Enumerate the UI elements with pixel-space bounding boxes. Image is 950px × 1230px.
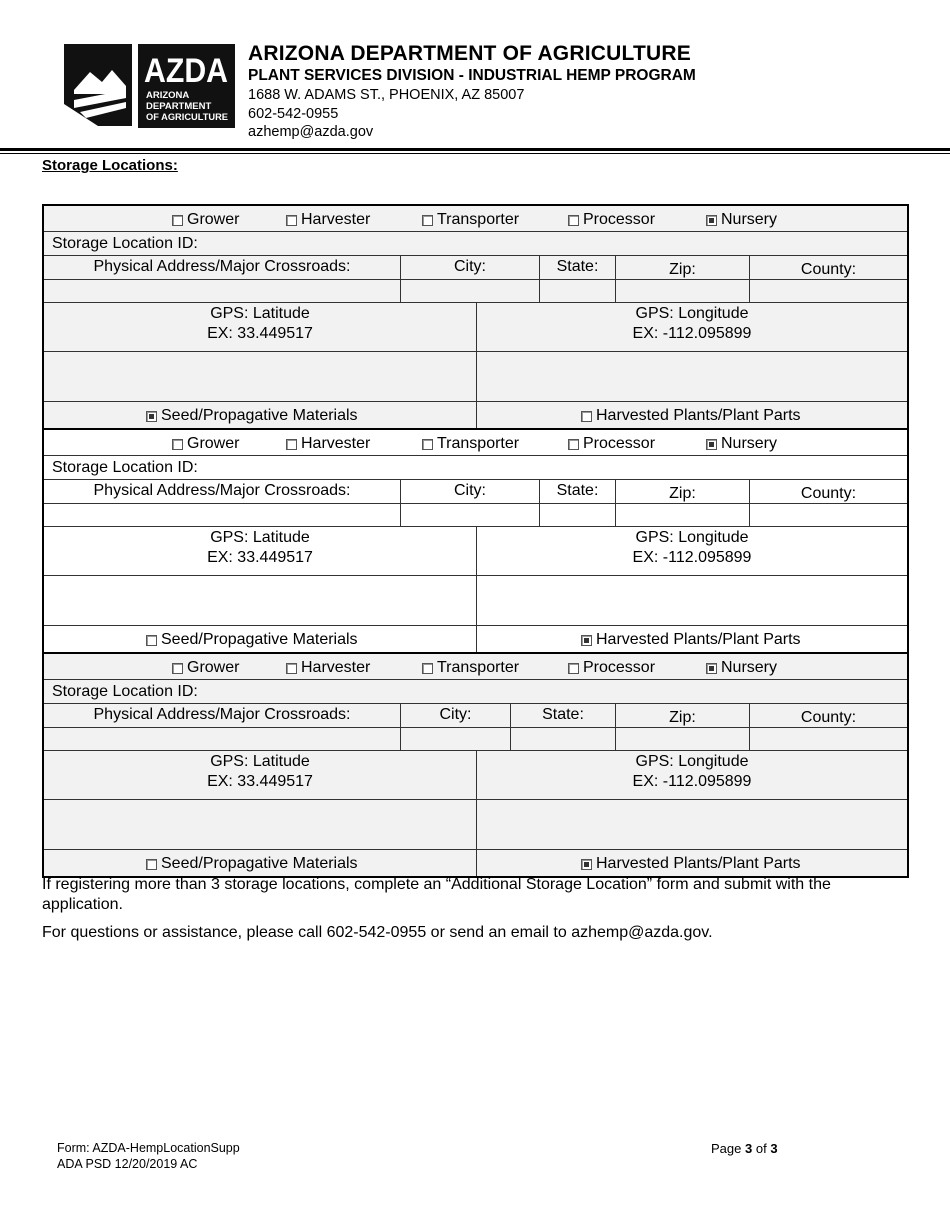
gps-longitude-input[interactable] [476,576,907,625]
section-title: Storage Locations: [42,157,178,174]
address-input-row [44,280,907,303]
zip-input[interactable] [615,728,749,750]
city-input[interactable] [400,280,539,302]
address-header-row [44,256,907,280]
grower-label: Grower [187,659,240,676]
address-label: Physical Address/Major Crossroads: [93,258,351,275]
logo-subtext-3: OF AGRICULTURE [146,112,228,123]
harvester-checkbox[interactable] [286,215,297,226]
org-subtitle: PLANT SERVICES DIVISION - INDUSTRIAL HEMP PROGRAM [248,67,696,84]
seed-propagative-label: Seed/Propagative Materials [161,631,358,648]
page-total: 3 [770,1141,778,1156]
storage-id-row[interactable] [44,456,907,480]
address-label: Physical Address/Major Crossroads: [93,482,351,499]
county-label: County: [800,261,857,278]
nursery-checkbox[interactable] [706,663,717,674]
city-label: City: [439,706,472,723]
transporter-checkbox[interactable] [422,439,433,450]
storage-location-block [44,206,907,428]
page-number [711,1141,778,1156]
grower-label: Grower [187,435,240,452]
transporter-label: Transporter [437,435,520,452]
zip-label: Zip: [669,485,696,502]
org-header [248,42,696,142]
city-input[interactable] [400,728,510,750]
harvester-label: Harvester [301,659,371,676]
page-current: 3 [745,1141,753,1156]
page-of: of [755,1141,767,1156]
city-input[interactable] [400,504,539,526]
seed-propagative-label: Seed/Propagative Materials [161,855,358,872]
gps-longitude-example: EX: -112.095899 [632,549,752,566]
harvested-plants-checkbox[interactable] [581,635,592,646]
storage-location-block [44,428,907,652]
gps-longitude-example: EX: -112.095899 [632,773,752,790]
material-type-row [44,626,907,652]
county-label: County: [800,485,857,502]
org-phone: 602-542-0955 [248,105,339,122]
state-input[interactable] [539,280,615,302]
gps-longitude-input[interactable] [476,800,907,849]
gps-longitude-label: GPS: Longitude [635,305,749,322]
city-label: City: [454,482,486,499]
page-prefix: Page [711,1141,742,1156]
zip-input[interactable] [615,280,749,302]
address-input-row [44,504,907,527]
address-input[interactable] [44,280,400,302]
grower-label: Grower [187,211,240,228]
seed-propagative-checkbox[interactable] [146,859,157,870]
nursery-label: Nursery [721,211,778,228]
storage-id-label: Storage Location ID: [52,459,198,476]
gps-latitude-input[interactable] [44,576,476,625]
county-input[interactable] [749,504,907,526]
header-divider [0,148,950,151]
harvested-plants-label: Harvested Plants/Plant Parts [596,631,801,648]
harvested-plants-checkbox[interactable] [581,859,592,870]
nursery-label: Nursery [721,659,778,676]
harvester-checkbox[interactable] [286,663,297,674]
zip-label: Zip: [669,261,696,278]
storage-id-row[interactable] [44,680,907,704]
city-label: City: [454,258,486,275]
transporter-checkbox[interactable] [422,215,433,226]
harvested-plants-label: Harvested Plants/Plant Parts [596,407,801,424]
azda-logo-mark-icon [60,42,236,130]
state-input[interactable] [539,504,615,526]
gps-latitude-label: GPS: Latitude [210,753,310,770]
harvested-plants-checkbox[interactable] [581,411,592,422]
material-type-row [44,850,907,876]
gps-latitude-label: GPS: Latitude [210,305,310,322]
harvester-checkbox[interactable] [286,439,297,450]
transporter-label: Transporter [437,659,520,676]
gps-header-row [44,527,907,576]
storage-location-block [44,652,907,876]
county-input[interactable] [749,280,907,302]
material-type-row [44,402,907,428]
gps-input-row [44,576,907,626]
harvested-plants-label: Harvested Plants/Plant Parts [596,855,801,872]
contact-note: For questions or assistance, please call 602-542-0955 or send an email to azhemp@azda.gov. [42,924,713,941]
gps-latitude-label: GPS: Latitude [210,529,310,546]
gps-input-row [44,800,907,850]
processor-checkbox[interactable] [568,215,579,226]
state-input[interactable] [510,728,615,750]
grower-checkbox[interactable] [172,439,183,450]
gps-longitude-label: GPS: Longitude [635,753,749,770]
address-header-row [44,704,907,728]
gps-longitude-example: EX: -112.095899 [632,325,752,342]
address-input-row [44,728,907,751]
address-input[interactable] [44,504,400,526]
logo-subtext-2: DEPARTMENT [146,101,212,112]
processor-label: Processor [583,211,656,228]
transporter-label: Transporter [437,211,520,228]
processor-checkbox[interactable] [568,663,579,674]
state-label: State: [556,482,599,499]
storage-id-label: Storage Location ID: [52,683,198,700]
org-address: 1688 W. ADAMS ST., PHOENIX, AZ 85007 [248,87,525,103]
logo-wordmark: AZDA [144,52,228,90]
grower-checkbox[interactable] [172,663,183,674]
address-input[interactable] [44,728,400,750]
seed-propagative-label: Seed/Propagative Materials [161,407,358,424]
processor-checkbox[interactable] [568,439,579,450]
nursery-checkbox[interactable] [706,439,717,450]
gps-latitude-example: EX: 33.449517 [207,549,313,566]
org-title: ARIZONA DEPARTMENT OF AGRICULTURE [248,42,691,65]
gps-longitude-input[interactable] [476,352,907,401]
gps-input-row [44,352,907,402]
logo-subtext-1: ARIZONA [146,90,190,101]
form-id: Form: AZDA-HempLocationSupp [57,1141,240,1155]
zip-input[interactable] [615,504,749,526]
seed-propagative-checkbox[interactable] [146,635,157,646]
business-type-row [44,206,907,232]
zip-label: Zip: [669,709,696,726]
seed-propagative-checkbox[interactable] [146,411,157,422]
storage-locations-form [42,204,909,878]
form-id-footer [57,1140,240,1172]
additional-locations-note: If registering more than 3 storage locations, complete an “Additional Storage Location” form and submit with the application. [42,876,831,913]
business-type-row [44,430,907,456]
nursery-label: Nursery [721,435,778,452]
harvester-label: Harvester [301,435,371,452]
processor-label: Processor [583,659,656,676]
org-email[interactable]: azhemp@azda.gov [248,124,374,140]
transporter-checkbox[interactable] [422,663,433,674]
processor-label: Processor [583,435,656,452]
address-label: Physical Address/Major Crossroads: [93,706,351,723]
state-label: State: [556,258,599,275]
harvester-label: Harvester [301,211,371,228]
grower-checkbox[interactable] [172,215,183,226]
gps-latitude-input[interactable] [44,352,476,401]
business-type-row [44,654,907,680]
gps-header-row [44,751,907,800]
storage-id-row[interactable] [44,232,907,256]
azda-logo [60,42,236,130]
address-header-row [44,480,907,504]
state-label: State: [542,706,584,723]
gps-latitude-example: EX: 33.449517 [207,325,313,342]
gps-longitude-label: GPS: Longitude [635,529,749,546]
gps-header-row [44,303,907,352]
county-input[interactable] [749,728,907,750]
header-divider-thin [0,153,950,154]
storage-id-label: Storage Location ID: [52,235,198,252]
gps-latitude-input[interactable] [44,800,476,849]
gps-latitude-example: EX: 33.449517 [207,773,313,790]
nursery-checkbox[interactable] [706,215,717,226]
county-label: County: [800,709,857,726]
form-revision: ADA PSD 12/20/2019 AC [57,1157,198,1171]
